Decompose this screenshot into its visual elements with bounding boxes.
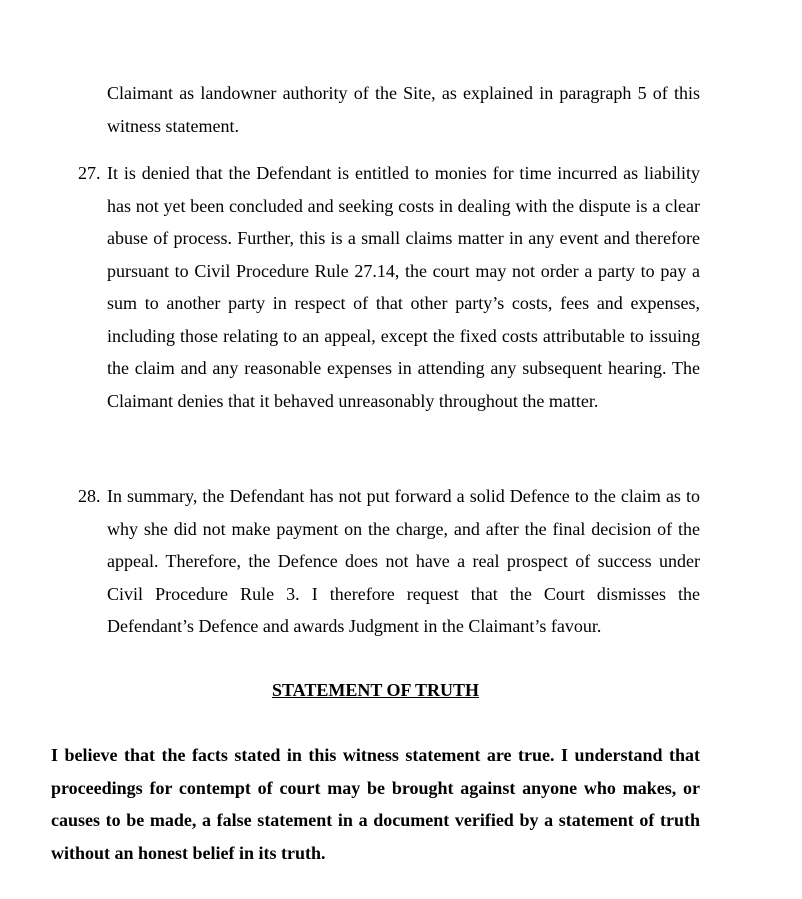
statement-of-truth-text: I believe that the facts stated in this witness statement are true. I understand that proceedings for contempt of court may be brought against anyone who makes, or causes to be made, a false statement in a document verified by a statement of truth without an honest belief in its truth. [51, 745, 700, 863]
paragraph-28 [78, 480, 700, 643]
paragraph-text: It is denied that the Defendant is entitled to monies for time incurred as liability has not yet been concluded and seeking costs in dealing with the dispute is a clear abuse of process. Further, this is a small claims matter in any event and therefore pursuant to Civil Procedure Rule 27.14, the court may not order a party to pay a sum to another party in respect of that other party’s costs, fees and expenses, including those relating to an appeal, except the fixed costs attributable to issuing the claim and any reasonable expenses in attending any subsequent hearing. The Claimant denies that it behaved unreasonably throughout the matter. [107, 163, 700, 411]
statement-of-truth-heading: STATEMENT OF TRUTH [271, 680, 480, 700]
paragraph-27 [78, 157, 700, 417]
paragraph-number: 27. [78, 163, 101, 183]
paragraph-text: In summary, the Defendant has not put forward a solid Defence to the claim as to why she did not make payment on the charge, and after the final decision of the appeal. Therefore, the Defence does not have a real prospect of success under Civil Procedure Rule 3. I therefore request that the Court dismisses the Defendant’s Defence and awards Judgment in the Claimant’s favour. [107, 486, 700, 636]
paragraph-number: 28. [78, 486, 101, 506]
continued-paragraph: Claimant as landowner authority of the Site, as explained in paragraph 5 of this witness statement. [107, 83, 700, 136]
